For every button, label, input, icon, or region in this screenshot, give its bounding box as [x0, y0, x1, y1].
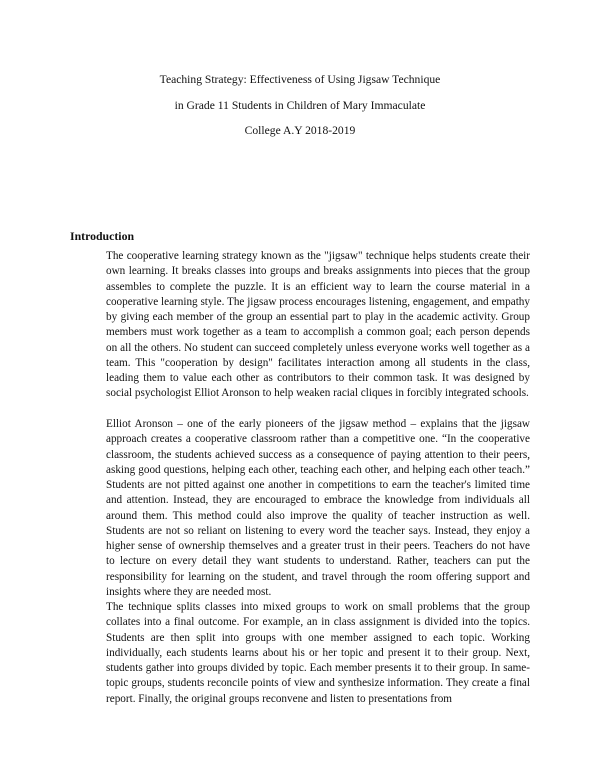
title-line-2: in Grade 11 Students in Children of Mary Immaculate: [174, 98, 426, 112]
section-heading: Introduction: [70, 229, 135, 243]
paragraph-2: Elliot Aronson – one of the early pioneers of the jigsaw method – explains that the jigsaw approach creates a cooperative classroom rather than a competitive one. “In the cooperative classroom, the students achieved success as a consequence of paying attention to their peers, asking good questions, helping each other, teaching each other, and helping each other teach.” Students are not pitted against one another in competitions to earn the teacher's limited time and attention. Instead, they are encouraged to embrace the knowledge from individuals all around them. This method could also improve the quality of teacher instruction as well. Students are not so reliant on listening to every word the teacher says. Instead, they enjoy a higher sense of ownership themselves and a greater trust in their peers. Teachers do not have to lecture on every detail they want students to understand. Rather, teachers can put the responsibility for learning on the student, and travel through the room offering support and insights where they are needed most.: [106, 418, 530, 598]
document-title: [90, 67, 510, 144]
title-line-3: College A.Y 2018-2019: [244, 124, 356, 137]
paragraph-3: The technique splits classes into mixed groups to work on small problems that the group collates into a final outcome. For example, an in class assignment is divided into the topics. Students are then split into groups with one member assigned to each topic. Working individually, each students learns about his or her topic and present it to their group. Next, students gather into groups divided by topic. Each member presents it to their group. In same-topic groups, students reconcile points of view and synthesize information. They create a final report. Finally, the original groups reconvene and listen to presentations from: [106, 601, 530, 705]
paragraph-1: The cooperative learning strategy known as the "jigsaw" technique helps students create their own learning. It breaks classes into groups and breaks assignments into pieces that the group assembles to complete the puzzle. It is an efficient way to learn the course material in a cooperative learning style. The jigsaw process encourages listening, engagement, and empathy by giving each member of the group an essential part to play in the academic activity. Group members must work together as a team to accomplish a common goal; each person depends on all the others. No student can succeed completely unless everyone works well together as a team. This "cooperation by design" facilitates interaction among all students in the class, leading them to value each other as contributors to their common task. It was designed by social psychologist Elliot Aronson to help weaken racial cliques in forcibly integrated schools.: [106, 250, 530, 400]
title-line-1: Teaching Strategy: Effectiveness of Using Jigsaw Technique: [159, 73, 441, 86]
